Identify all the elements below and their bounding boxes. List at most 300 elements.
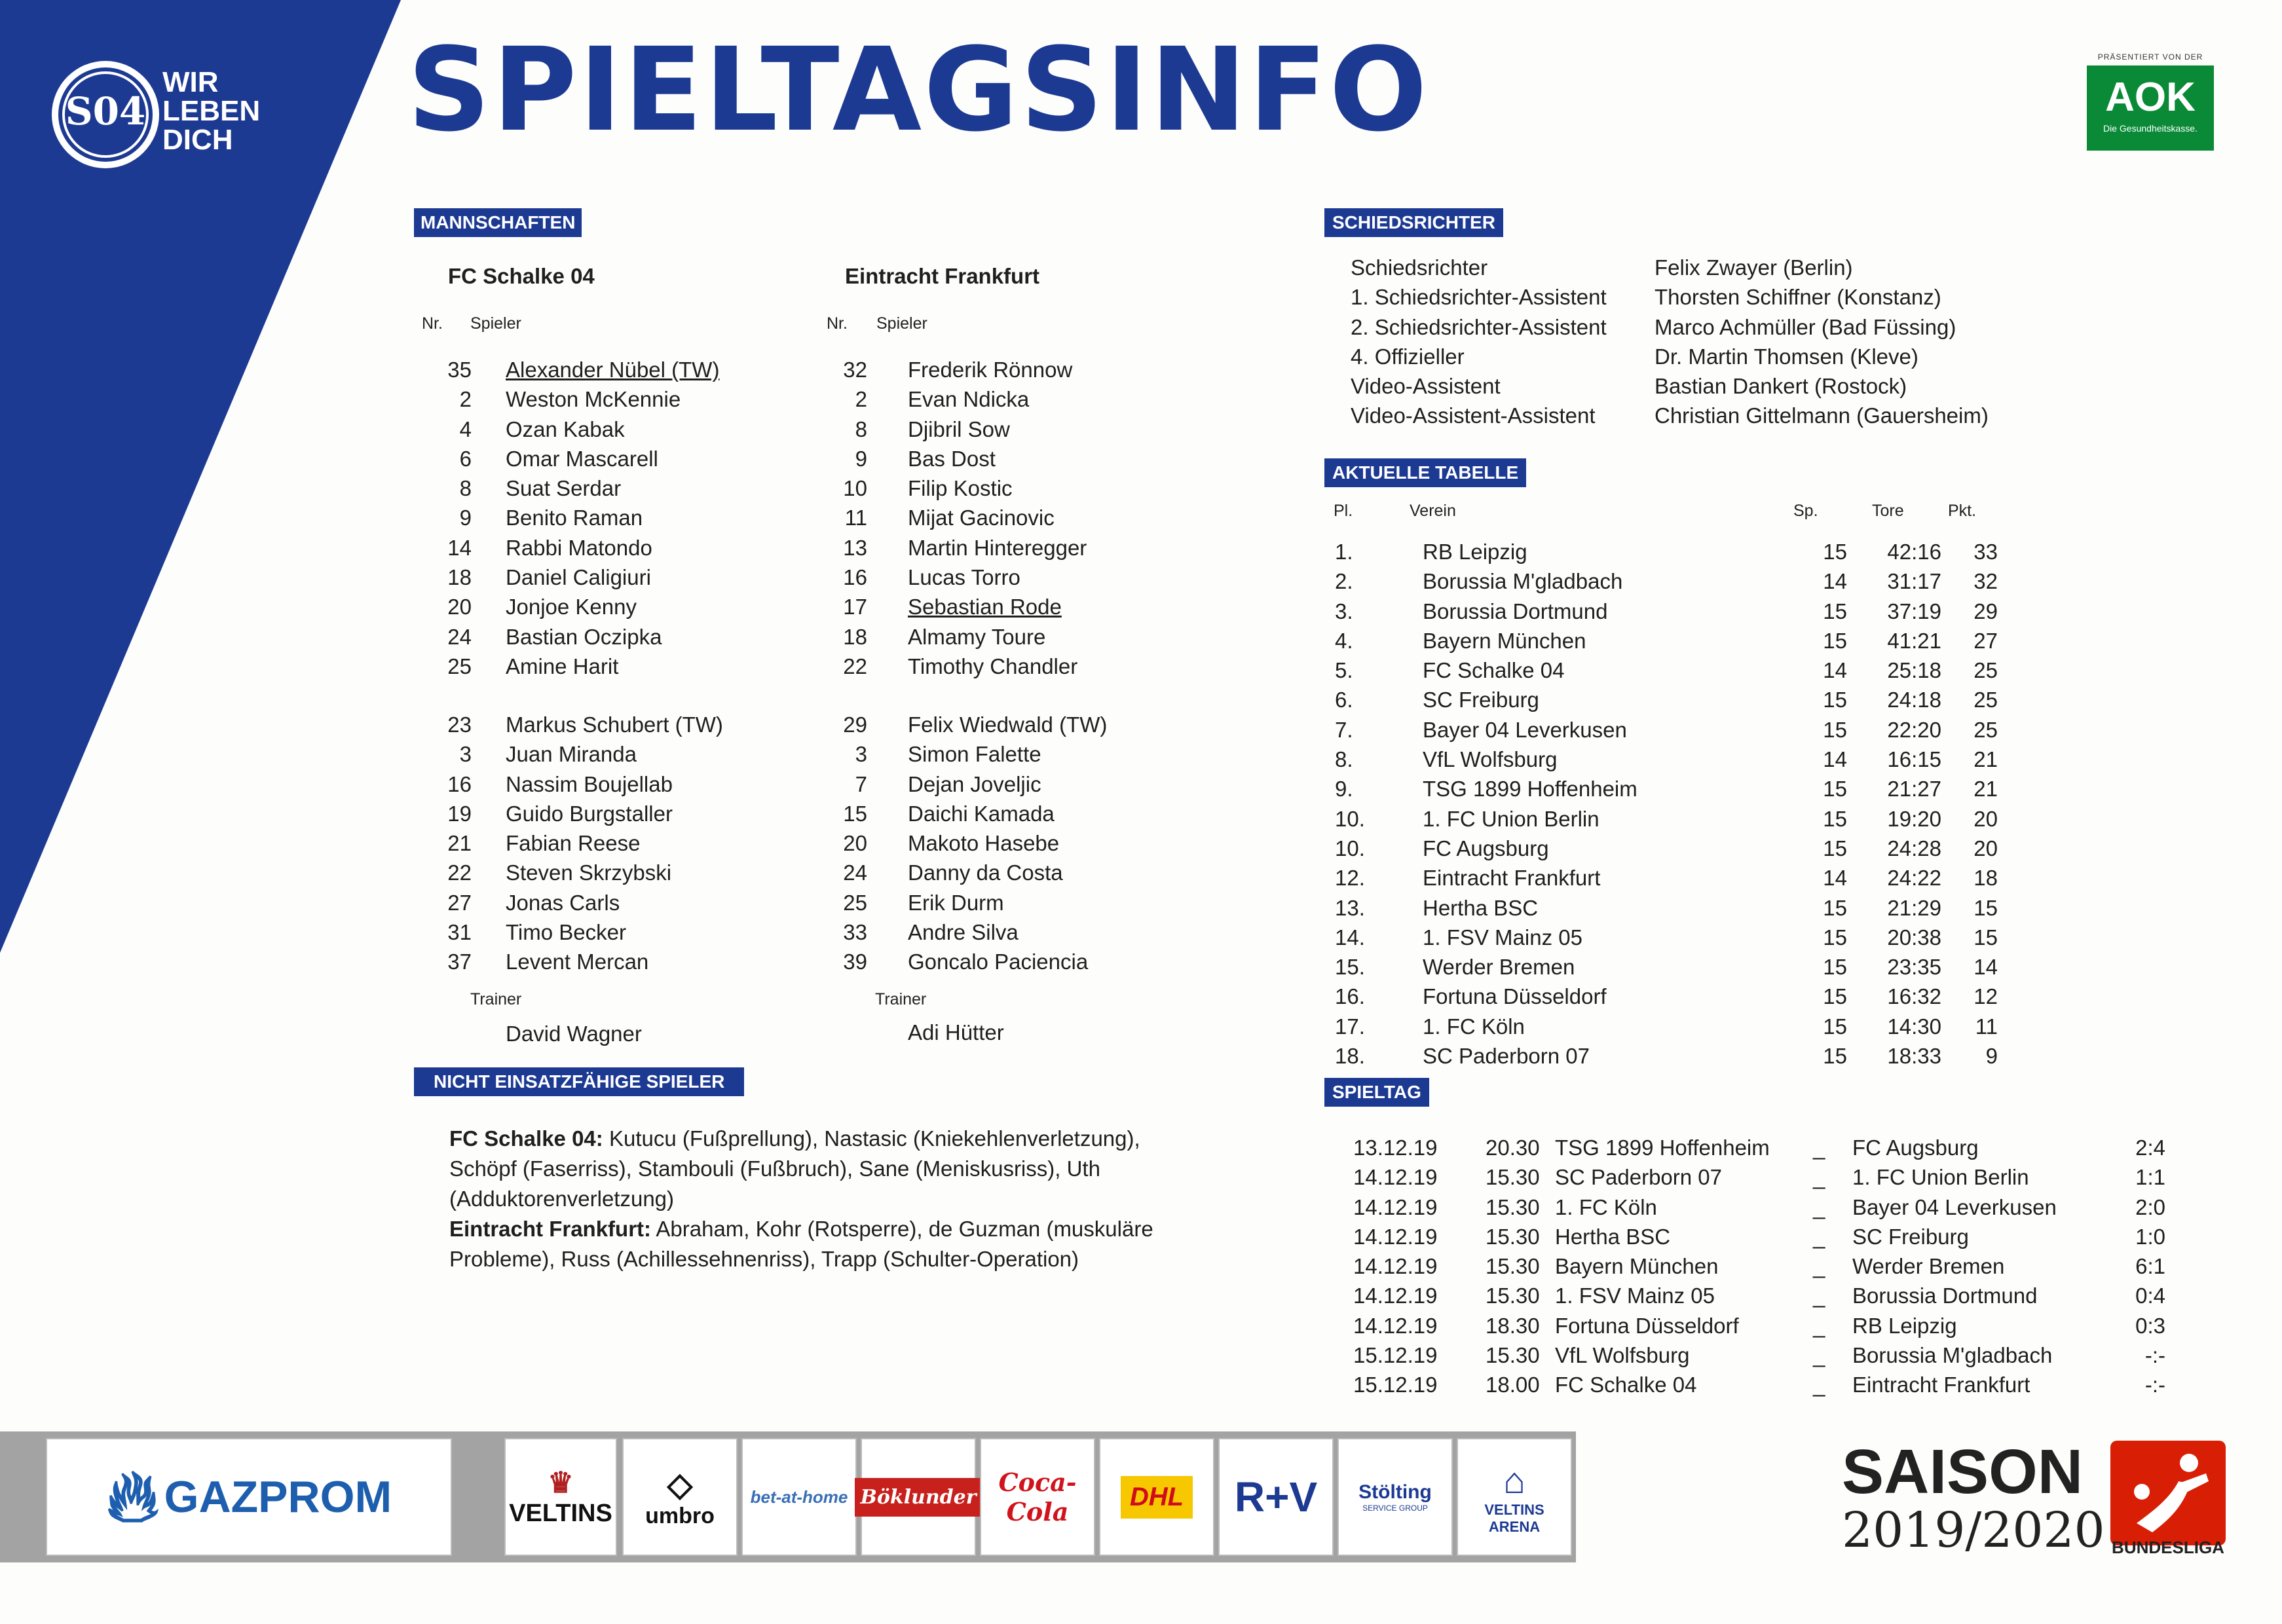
- matchday-fixtures: [1353, 1133, 2165, 1400]
- player-number: 2: [459, 387, 472, 412]
- player-row: [419, 799, 812, 828]
- table-row: [1330, 774, 2011, 803]
- section-spieltag: SPIELTAG: [1324, 1078, 1429, 1107]
- away-subs-list: [825, 710, 1218, 977]
- table-points: 15: [1973, 895, 1998, 920]
- match-time: 15.30: [1486, 1283, 1540, 1308]
- match-separator: _: [1813, 1313, 1825, 1338]
- away-starters-list: [825, 355, 1218, 681]
- tagline-line-2: LEBEN: [162, 95, 261, 127]
- player-name: Fabian Reese: [506, 831, 641, 856]
- match-home-team: Hertha BSC: [1555, 1224, 1671, 1249]
- table-goals: 21:29: [1887, 895, 1941, 920]
- player-row: [419, 828, 812, 858]
- player-name: Benito Raman: [506, 506, 643, 530]
- table-row: [1330, 566, 2011, 596]
- player-row: [419, 444, 812, 473]
- referee-name: Christian Gittelmann (Gauersheim): [1655, 403, 1989, 428]
- away-col-spieler: Spieler: [876, 314, 927, 333]
- player-name: Bas Dost: [908, 446, 996, 471]
- table-club: Bayern München: [1423, 628, 1586, 653]
- table-place: 3.: [1335, 599, 1353, 623]
- table-place: 2.: [1335, 569, 1353, 594]
- table-row: [1330, 982, 2011, 1011]
- table-played: 15: [1823, 984, 1847, 1009]
- sponsor-boeklunder-text: Böklunder: [855, 1478, 981, 1517]
- player-number: 22: [843, 654, 867, 678]
- table-points: 21: [1973, 777, 1998, 802]
- fixture-row: [1353, 1251, 2165, 1281]
- table-points: 25: [1973, 717, 1998, 742]
- table-club: Bayer 04 Leverkusen: [1423, 717, 1627, 742]
- section-nicht-einsatzfaehig: NICHT EINSATZFÄHIGE SPIELER: [414, 1067, 744, 1096]
- sponsor-veltins-arena: [1457, 1438, 1572, 1556]
- table-club: Werder Bremen: [1423, 955, 1575, 980]
- bundesliga-player-icon: [2110, 1441, 2226, 1545]
- table-goals: 18:33: [1887, 1044, 1941, 1069]
- aok-logo-subtext: Die Gesundheitskasse.: [2103, 123, 2198, 134]
- table-club: TSG 1899 Hoffenheim: [1423, 777, 1637, 802]
- player-number: 11: [844, 506, 867, 530]
- table-played: 14: [1823, 569, 1847, 594]
- referee-role: 4. Offizieller: [1351, 344, 1465, 369]
- home-starters-list: [419, 355, 812, 681]
- sponsor-presented-label: PRÄSENTIERT VON DER: [2097, 52, 2203, 62]
- player-name: Almamy Toure: [908, 624, 1046, 649]
- table-played: 15: [1823, 1014, 1847, 1039]
- player-row: [825, 473, 1218, 503]
- injury-schalke-label: FC Schalke 04:: [449, 1126, 603, 1151]
- league-table: [1330, 537, 2011, 1071]
- table-club: FC Schalke 04: [1423, 658, 1565, 683]
- player-number: 16: [843, 565, 867, 590]
- player-name: Simon Falette: [908, 742, 1041, 767]
- fixture-row: [1353, 1370, 2165, 1399]
- club-tagline: [162, 68, 260, 155]
- player-number: 37: [447, 950, 472, 974]
- tagline-line-1: WIR: [162, 66, 219, 98]
- referee-role: 2. Schiedsrichter-Assistent: [1351, 314, 1607, 339]
- sponsor-veltins-text: VELTINS: [509, 1500, 612, 1527]
- player-name: Erik Durm: [908, 890, 1004, 915]
- table-col-pl: Pl.: [1334, 502, 1353, 520]
- table-col-tore: Tore: [1872, 502, 1904, 520]
- player-name: Markus Schubert (TW): [506, 712, 723, 737]
- injury-frankfurt-label: Eintracht Frankfurt:: [449, 1217, 652, 1241]
- table-goals: 24:28: [1887, 836, 1941, 860]
- table-place: 10.: [1335, 836, 1365, 860]
- table-points: 25: [1973, 658, 1998, 683]
- table-row: [1330, 804, 2011, 834]
- match-home-team: VfL Wolfsburg: [1555, 1343, 1690, 1368]
- table-club: Borussia Dortmund: [1423, 599, 1608, 623]
- player-number: 18: [843, 624, 867, 649]
- player-number: 3: [459, 742, 472, 767]
- table-place: 13.: [1335, 895, 1365, 920]
- player-name: Mijat Gacinovic: [908, 506, 1055, 530]
- player-name: Weston McKennie: [506, 387, 681, 412]
- table-goals: 23:35: [1887, 955, 1941, 980]
- table-points: 21: [1973, 747, 1998, 772]
- referee-name: Felix Zwayer (Berlin): [1655, 255, 1853, 280]
- player-name: Ozan Kabak: [506, 416, 625, 441]
- player-row: [419, 947, 812, 976]
- player-number: 16: [447, 771, 472, 796]
- player-number: 3: [855, 742, 867, 767]
- player-number: 35: [447, 358, 472, 382]
- table-row: [1330, 1041, 2011, 1071]
- player-row: [825, 652, 1218, 681]
- bundesliga-label: BUNDESLIGA: [2112, 1538, 2224, 1557]
- player-number: 24: [447, 624, 472, 649]
- table-points: 9: [1985, 1044, 1998, 1069]
- player-name: Guido Burgstaller: [506, 801, 673, 826]
- player-row: [419, 415, 812, 444]
- table-club: Eintracht Frankfurt: [1423, 866, 1601, 891]
- match-separator: _: [1813, 1283, 1825, 1308]
- table-played: 15: [1823, 628, 1847, 653]
- match-result: 1:0: [2135, 1224, 2165, 1249]
- table-row: [1330, 893, 2011, 923]
- match-home-team: 1. FSV Mainz 05: [1555, 1283, 1715, 1308]
- match-result: -:-: [2144, 1373, 2165, 1397]
- home-col-spieler: Spieler: [470, 314, 521, 333]
- table-row: [1330, 834, 2011, 863]
- player-number: 9: [855, 446, 867, 471]
- injury-frankfurt-text: Abraham, Kohr (Rotsperre), de Guzman (muskuläre Probleme), Russ (Achillessehnenriss), Trapp (Schulter-Operation): [449, 1217, 1153, 1271]
- fixture-row: [1353, 1340, 2165, 1370]
- table-place: 15.: [1335, 955, 1365, 980]
- table-row: [1330, 1012, 2011, 1041]
- table-row: [1330, 597, 2011, 626]
- table-row: [1330, 715, 2011, 745]
- match-time: 15.30: [1486, 1343, 1540, 1368]
- match-time: 18.30: [1486, 1313, 1540, 1338]
- table-goals: 22:20: [1887, 717, 1941, 742]
- player-number: 15: [843, 801, 867, 826]
- player-row: [825, 533, 1218, 563]
- match-result: 0:3: [2135, 1313, 2165, 1338]
- player-row: [419, 563, 812, 592]
- away-col-nr: Nr.: [827, 314, 848, 333]
- player-name: Jonas Carls: [506, 890, 620, 915]
- player-number: 32: [843, 358, 867, 382]
- table-row: [1330, 685, 2011, 714]
- table-row: [1330, 537, 2011, 566]
- home-team-name: FC Schalke 04: [448, 264, 595, 288]
- player-number: 25: [447, 654, 472, 678]
- player-number: 20: [843, 831, 867, 856]
- sponsor-stoelting: [1337, 1438, 1453, 1556]
- player-name: Danny da Costa: [908, 860, 1063, 885]
- table-goals: 16:32: [1887, 984, 1941, 1009]
- player-row: [825, 622, 1218, 652]
- table-points: 25: [1973, 688, 1998, 712]
- player-number: 13: [843, 535, 867, 560]
- referee-role: Video-Assistent-Assistent: [1351, 403, 1596, 428]
- table-points: 18: [1973, 866, 1998, 891]
- table-club: VfL Wolfsburg: [1423, 747, 1558, 772]
- table-points: 32: [1973, 569, 1998, 594]
- fixture-row: [1353, 1162, 2165, 1192]
- table-played: 15: [1823, 806, 1847, 831]
- table-points: 12: [1973, 984, 1998, 1009]
- player-number: 24: [843, 860, 867, 885]
- table-goals: 41:21: [1887, 628, 1941, 653]
- gazprom-flame-icon: 🔥︎: [105, 1456, 159, 1537]
- section-aktuelle-tabelle: AKTUELLE TABELLE: [1324, 458, 1526, 487]
- match-home-team: 1. FC Köln: [1555, 1194, 1657, 1219]
- player-row: [419, 710, 812, 739]
- schalke-logo-icon: [50, 59, 161, 170]
- table-place: 6.: [1335, 688, 1353, 712]
- player-name: Felix Wiedwald (TW): [908, 712, 1108, 737]
- player-name: Levent Mercan: [506, 950, 649, 974]
- player-row: [419, 888, 812, 917]
- player-number: 18: [447, 565, 472, 590]
- home-trainer-name: David Wagner: [506, 1022, 642, 1046]
- page-title: SPIELTAGSINFO: [407, 23, 1429, 157]
- match-separator: _: [1813, 1373, 1825, 1397]
- player-name: Omar Mascarell: [506, 446, 658, 471]
- table-points: 33: [1973, 540, 1998, 564]
- table-place: 16.: [1335, 984, 1365, 1009]
- player-name: Djibril Sow: [908, 416, 1010, 441]
- table-club: RB Leipzig: [1423, 540, 1527, 564]
- table-goals: 20:38: [1887, 925, 1941, 950]
- player-number: 27: [447, 890, 472, 915]
- sponsor-stoelting-sub: SERVICE GROUP: [1362, 1504, 1428, 1513]
- player-name: Suat Serdar: [506, 476, 622, 501]
- table-goals: 24:22: [1887, 866, 1941, 891]
- table-played: 14: [1823, 866, 1847, 891]
- player-name: Amine Harit: [506, 654, 619, 678]
- player-number: 4: [459, 416, 472, 441]
- table-played: 15: [1823, 688, 1847, 712]
- player-name: Andre Silva: [908, 920, 1019, 945]
- table-col-verein: Verein: [1410, 502, 1456, 520]
- player-number: 39: [843, 950, 867, 974]
- match-separator: _: [1813, 1135, 1825, 1160]
- player-number: 22: [447, 860, 472, 885]
- player-number: 7: [855, 771, 867, 796]
- player-number: 33: [843, 920, 867, 945]
- player-name: Bastian Oczipka: [506, 624, 662, 649]
- match-away-team: RB Leipzig: [1852, 1313, 1957, 1338]
- sponsor-stoelting-text: Stölting: [1358, 1481, 1432, 1503]
- table-goals: 21:27: [1887, 777, 1941, 802]
- match-separator: _: [1813, 1343, 1825, 1368]
- fixture-row: [1353, 1133, 2165, 1162]
- player-row: [825, 592, 1218, 621]
- player-number: 10: [843, 476, 867, 501]
- player-number: 23: [447, 712, 472, 737]
- table-place: 10.: [1335, 806, 1365, 831]
- player-row: [419, 858, 812, 887]
- sponsor-umbro: [622, 1438, 738, 1556]
- player-row: [419, 503, 812, 532]
- table-played: 15: [1823, 895, 1847, 920]
- player-row: [419, 622, 812, 652]
- player-number: 25: [843, 890, 867, 915]
- player-row: [825, 710, 1218, 739]
- player-name: Timo Becker: [506, 920, 626, 945]
- table-place: 18.: [1335, 1044, 1365, 1069]
- match-home-team: TSG 1899 Hoffenheim: [1555, 1135, 1770, 1160]
- sponsor-bet-at-home: bet-at-home: [741, 1438, 857, 1556]
- player-number: 2: [855, 387, 867, 412]
- match-time: 18.00: [1486, 1373, 1540, 1397]
- match-separator: _: [1813, 1254, 1825, 1279]
- player-name: Dejan Joveljic: [908, 771, 1041, 796]
- match-time: 15.30: [1486, 1254, 1540, 1279]
- home-trainer-label: Trainer: [470, 990, 522, 1008]
- table-goals: 42:16: [1887, 540, 1941, 564]
- table-goals: 24:18: [1887, 688, 1941, 712]
- fixture-row: [1353, 1281, 2165, 1310]
- match-separator: _: [1813, 1224, 1825, 1249]
- match-result: 6:1: [2135, 1254, 2165, 1279]
- referee-roles: [1351, 253, 1658, 431]
- player-row: [419, 592, 812, 621]
- match-away-team: SC Freiburg: [1852, 1224, 1969, 1249]
- sponsor-gazprom: [46, 1438, 452, 1556]
- match-date: 15.12.19: [1353, 1343, 1438, 1368]
- table-row: [1330, 655, 2011, 685]
- match-separator: _: [1813, 1165, 1825, 1190]
- table-played: 15: [1823, 540, 1847, 564]
- table-club: Fortuna Düsseldorf: [1423, 984, 1607, 1009]
- section-mannschaften: MANNSCHAFTEN: [414, 208, 582, 237]
- match-result: 0:4: [2135, 1283, 2165, 1308]
- sponsor-veltins-arena-text: VELTINS ARENA: [1484, 1501, 1544, 1535]
- player-row: [419, 473, 812, 503]
- player-number: 19: [447, 801, 472, 826]
- sponsor-dhl: [1099, 1438, 1214, 1556]
- table-club: FC Augsburg: [1423, 836, 1549, 860]
- injury-schalke-text: Kutucu (Fußprellung), Nastasic (Kniekehlenverletzung), Schöpf (Faserriss), Stambouli (Fußbruch), Sane (Meniskusriss), Uth (Adduktorenverletzung): [449, 1126, 1140, 1211]
- table-place: 14.: [1335, 925, 1365, 950]
- match-date: 15.12.19: [1353, 1373, 1438, 1397]
- blue-diagonal-band: [0, 0, 419, 1624]
- table-points: 11: [1975, 1014, 1998, 1039]
- player-row: [825, 769, 1218, 799]
- player-name: Sebastian Rode: [908, 595, 1062, 619]
- table-played: 15: [1823, 1044, 1847, 1069]
- fixture-row: [1353, 1311, 2165, 1340]
- player-name: Filip Kostic: [908, 476, 1013, 501]
- table-goals: 19:20: [1887, 806, 1941, 831]
- player-row: [825, 888, 1218, 917]
- match-date: 14.12.19: [1353, 1194, 1438, 1219]
- player-name: Nassim Boujellab: [506, 771, 673, 796]
- sponsor-umbro-text: umbro: [645, 1503, 715, 1528]
- table-place: 1.: [1335, 540, 1353, 564]
- table-place: 9.: [1335, 777, 1353, 802]
- table-row: [1330, 745, 2011, 774]
- sponsor-coca-cola: Coca-Cola: [980, 1438, 1095, 1556]
- match-home-team: Bayern München: [1555, 1254, 1719, 1279]
- player-name: Timothy Chandler: [908, 654, 1078, 678]
- svg-text:S04: S04: [65, 89, 146, 134]
- referee-name: Marco Achmüller (Bad Füssing): [1655, 314, 1956, 339]
- injury-list: [449, 1124, 1189, 1274]
- fixture-row: [1353, 1222, 2165, 1251]
- table-row: [1330, 863, 2011, 893]
- away-trainer-name: Adi Hütter: [908, 1020, 1004, 1044]
- referee-role: Video-Assistent: [1351, 374, 1501, 399]
- table-club: 1. FC Köln: [1423, 1014, 1525, 1039]
- table-points: 14: [1973, 955, 1998, 980]
- player-row: [419, 917, 812, 947]
- sponsor-veltins: [504, 1438, 617, 1556]
- table-club: 1. FSV Mainz 05: [1423, 925, 1582, 950]
- player-name: Jonjoe Kenny: [506, 595, 637, 619]
- table-col-sp: Sp.: [1793, 502, 1818, 520]
- player-row: [825, 739, 1218, 769]
- bundesliga-logo-icon: [2110, 1441, 2226, 1545]
- table-played: 15: [1823, 777, 1847, 802]
- player-name: Martin Hinteregger: [908, 535, 1087, 560]
- arena-stadium-icon: ⌂: [1503, 1459, 1525, 1501]
- player-name: Rabbi Matondo: [506, 535, 652, 560]
- player-name: Lucas Torro: [908, 565, 1020, 590]
- table-col-pkt: Pkt.: [1948, 502, 1977, 520]
- table-goals: 37:19: [1887, 599, 1941, 623]
- player-name: Steven Skrzybski: [506, 860, 672, 885]
- referee-name: Dr. Martin Thomsen (Kleve): [1655, 344, 1918, 369]
- table-played: 14: [1823, 658, 1847, 683]
- table-played: 15: [1823, 955, 1847, 980]
- umbro-diamond-icon: ◇: [667, 1466, 693, 1503]
- table-played: 15: [1823, 925, 1847, 950]
- match-separator: _: [1813, 1194, 1825, 1219]
- player-number: 29: [843, 712, 867, 737]
- table-place: 12.: [1335, 866, 1365, 891]
- player-row: [825, 947, 1218, 976]
- match-date: 14.12.19: [1353, 1313, 1438, 1338]
- table-points: 27: [1973, 628, 1998, 653]
- referee-name: Thorsten Schiffner (Konstanz): [1655, 285, 1941, 310]
- player-name: Goncalo Paciencia: [908, 950, 1089, 974]
- table-played: 14: [1823, 747, 1847, 772]
- table-goals: 31:17: [1887, 569, 1941, 594]
- player-number: 6: [459, 446, 472, 471]
- match-away-team: Borussia M'gladbach: [1852, 1343, 2053, 1368]
- player-row: [825, 415, 1218, 444]
- table-club: Borussia M'gladbach: [1423, 569, 1623, 594]
- match-away-team: Bayer 04 Leverkusen: [1852, 1194, 2057, 1219]
- table-place: 5.: [1335, 658, 1353, 683]
- player-number: 9: [459, 506, 472, 530]
- sponsor-boeklunder: [861, 1438, 976, 1556]
- player-number: 17: [843, 595, 867, 619]
- referee-role: 1. Schiedsrichter-Assistent: [1351, 285, 1607, 310]
- table-place: 4.: [1335, 628, 1353, 653]
- player-row: [825, 444, 1218, 473]
- match-home-team: FC Schalke 04: [1555, 1373, 1697, 1397]
- player-row: [419, 652, 812, 681]
- player-name: Evan Ndicka: [908, 387, 1030, 412]
- table-row: [1330, 626, 2011, 655]
- match-time: 15.30: [1486, 1224, 1540, 1249]
- player-row: [419, 355, 812, 384]
- player-number: 31: [447, 920, 472, 945]
- player-name: Frederik Rönnow: [908, 358, 1073, 382]
- player-row: [825, 503, 1218, 532]
- player-row: [825, 563, 1218, 592]
- player-row: [419, 384, 812, 414]
